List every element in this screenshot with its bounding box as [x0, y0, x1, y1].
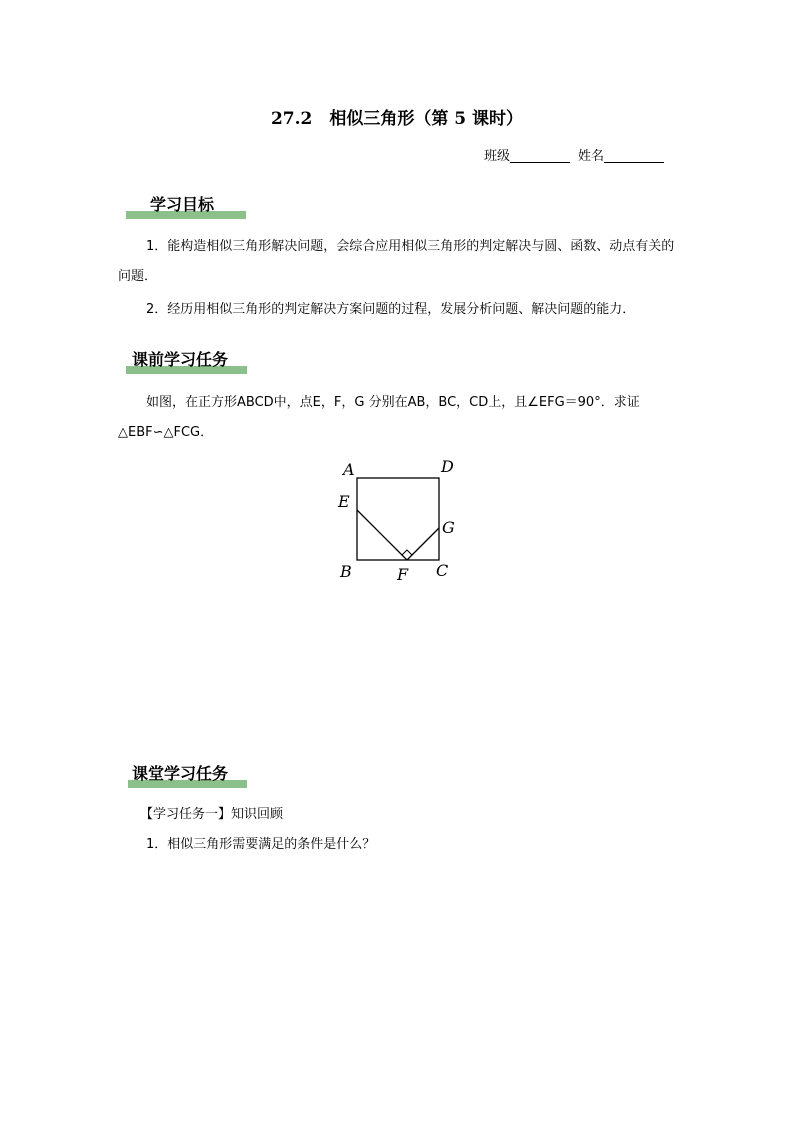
pre-class-problem: 如图，在正方形ABCD中，点E，F，G 分别在AB，BC，CD上，且∠EFG＝90°．求证△EBF∽△FCG． — [118, 395, 640, 440]
page-title: 27.2 相似三角形（第 5 课时） — [270, 109, 524, 129]
pre-class-heading — [126, 350, 247, 370]
objective-item-1: 1．能构造相似三角形解决问题，会综合应用相似三角形的判定解决与圆、函数、动点有关的问题． — [118, 239, 675, 284]
label-f: F — [397, 565, 409, 584]
pre-class-heading-text: 课前学习任务 — [132, 350, 229, 369]
label-c: C — [436, 561, 449, 580]
name-blank[interactable] — [604, 149, 664, 163]
task-label: 【学习任务一】知识回顾 — [140, 807, 284, 822]
label-d: D — [441, 457, 454, 476]
class-blank[interactable] — [510, 149, 570, 163]
name-label: 姓名 — [578, 149, 605, 164]
in-class-heading — [128, 764, 247, 784]
square-abcd — [357, 478, 439, 560]
class-label: 班级 — [484, 149, 511, 164]
label-a: A — [343, 460, 355, 479]
right-angle-mark — [402, 550, 412, 555]
objective-item-2: 2．经历用相似三角形的判定解决方案问题的过程，发展分析问题、解决问题的能力． — [146, 302, 636, 317]
segment-ef — [357, 510, 407, 560]
label-g: G — [442, 518, 455, 537]
label-b: B — [340, 562, 352, 581]
name-row — [484, 145, 672, 164]
square-figure — [330, 455, 470, 595]
label-e: E — [338, 492, 350, 511]
objectives-heading — [126, 195, 246, 215]
in-class-question-1: 1．相似三角形需要满足的条件是什么？ — [146, 837, 376, 852]
in-class-heading-text: 课堂学习任务 — [132, 764, 229, 783]
objectives-heading-text: 学习目标 — [150, 195, 215, 214]
